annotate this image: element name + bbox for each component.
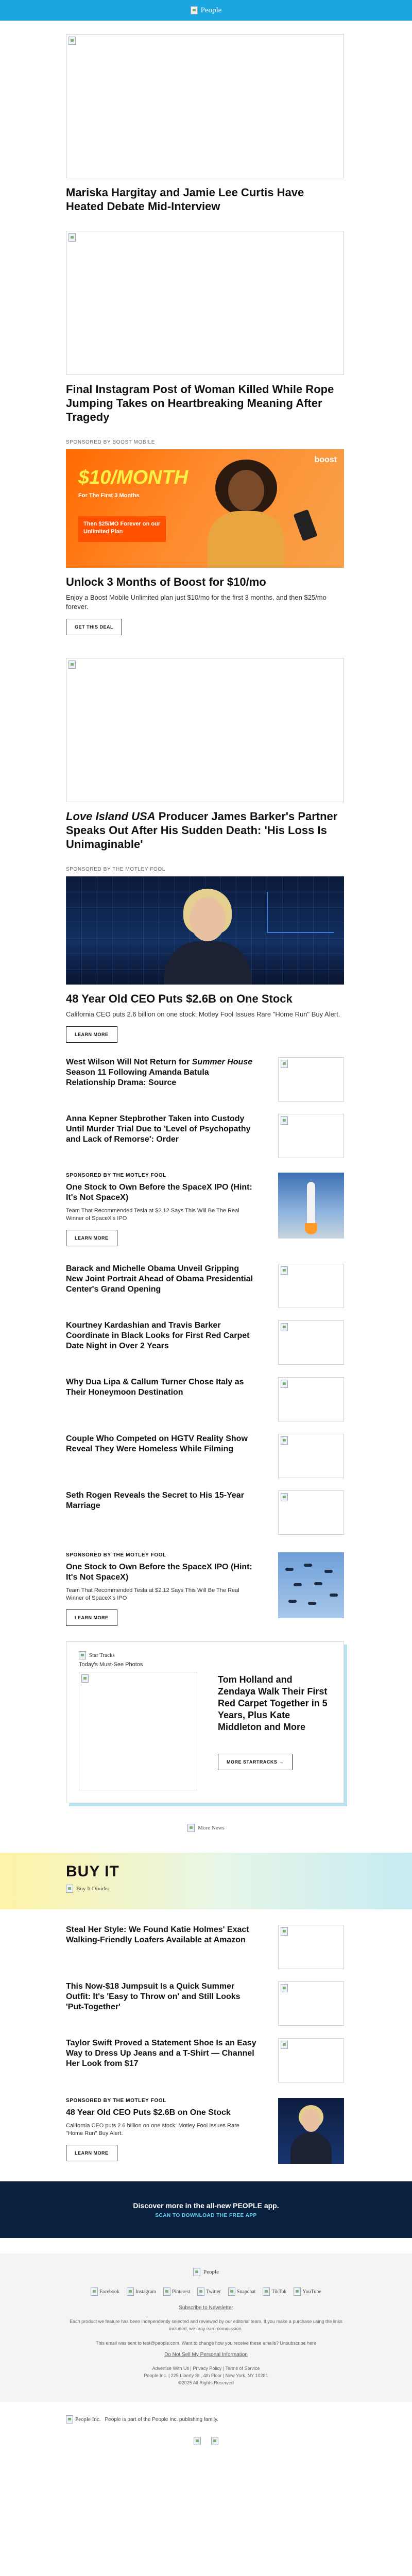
broken-image-icon [281, 1266, 288, 1275]
list-thumbnail[interactable] [278, 1114, 344, 1158]
footer-disclaimer: Each product we feature has been independently selected and reviewed by our editorial team. If you make a purchase using the links included, we may earn commission. [70, 2319, 342, 2331]
logo-alt-text: Star Tracks [89, 1652, 115, 1658]
promo-headline[interactable]: One Stock to Own Before the SpaceX IPO (Hint: It's Not SpaceX) [66, 1563, 252, 1582]
headline-italic: Love Island USA [66, 810, 156, 823]
promo-headline[interactable]: One Stock to Own Before the SpaceX IPO (Hint: It's Not SpaceX) [66, 1183, 252, 1202]
ad-banner-subtitle: For The First 3 Months [78, 493, 140, 499]
list-thumbnail[interactable] [278, 1925, 344, 1969]
broken-image-icon [281, 1436, 288, 1445]
startracks-headline[interactable]: Tom Holland and Zendaya Walk Their First Red Carpet Together in 5 Years, Plus Kate Middleton and More [218, 1674, 328, 1732]
logo-alt-text: People [200, 6, 222, 14]
drone-swarm-image[interactable] [278, 1552, 344, 1618]
people-inc-logo[interactable] [66, 2415, 100, 2424]
sponsored-label: SPONSORED BY THE MOTLEY FOOL [66, 2098, 166, 2104]
list-headline[interactable]: Seth Rogen Reveals the Secret to His 15-Year Marriage [66, 1491, 244, 1510]
logo-alt-text: People [203, 2269, 219, 2275]
headline-rest: Producer James Barker's Partner Speaks Out After His Sudden Death: 'His Loss Is Unimaginable' [66, 810, 338, 851]
story-card[interactable] [66, 34, 344, 213]
list-headline[interactable]: Steal Her Style: We Found Katie Holmes' Exact Walking-Friendly Loafers Available at Amazon [66, 1925, 249, 1944]
list-thumbnail[interactable] [278, 1434, 344, 1478]
list-headline[interactable]: Anna Kepner Stepbrother Taken into Custody Until Murder Trial Due to 'Level of Psychopathy and Lack of Remorse': Order [66, 1114, 251, 1144]
twitter-icon[interactable]: Twitter [197, 2287, 221, 2296]
broken-image-icon [281, 1116, 288, 1125]
broken-image-icon [281, 1927, 288, 1936]
publisher-tagline: People is part of the People Inc. publishing family. [105, 2416, 218, 2422]
broken-image-icon [68, 660, 76, 669]
broken-image-icon [194, 2437, 201, 2445]
get-deal-button[interactable]: GET THIS DEAL [66, 619, 122, 635]
news-anchor-image[interactable] [278, 2098, 344, 2164]
spacex-promo[interactable] [66, 1552, 344, 1626]
promo-description: Team That Recommended Tesla at $2.12 Says This Will Be The Real Winner of SpaceX's IPO [66, 1208, 239, 1222]
broken-image-icon [281, 1984, 288, 1992]
boost-ad [66, 439, 344, 635]
list-thumbnail[interactable] [278, 1057, 344, 1101]
rocket-launch-image[interactable] [278, 1173, 344, 1239]
shopping-list [66, 1925, 344, 2082]
ceo-promo[interactable] [66, 2098, 344, 2164]
subscribe-link[interactable]: Subscribe to Newsletter [179, 2305, 233, 2311]
footer-copyright: ©2025 All Rights Reserved [178, 2380, 234, 2385]
list-headline[interactable] [66, 1057, 256, 1088]
list-item[interactable] [66, 1434, 344, 1478]
broken-image-icon [79, 1651, 86, 1659]
broken-image-icon [281, 2041, 288, 2049]
startracks-image[interactable] [79, 1672, 197, 1790]
list-thumbnail[interactable] [278, 1320, 344, 1365]
list-item[interactable] [66, 1114, 344, 1158]
story-list [66, 1057, 344, 1158]
list-headline[interactable]: Taylor Swift Proved a Statement Shoe Is an Easy Way to Dress Up Jeans and a T-Shirt — Channel Her Look from $17 [66, 2039, 256, 2068]
broken-image-icon [281, 1323, 288, 1331]
buy-it-divider-image [66, 1885, 346, 1893]
broken-image-icon [66, 2415, 73, 2424]
list-thumbnail[interactable] [278, 1264, 344, 1308]
story-list [66, 1264, 344, 1535]
boost-ad-image[interactable] [66, 449, 344, 568]
logo-alt-text: People Inc. [75, 2416, 101, 2422]
headline-italic: Summer House [192, 1058, 253, 1066]
broken-image-icon [193, 2268, 200, 2276]
footer-logo[interactable] [66, 2268, 346, 2276]
divider-alt-text: More News [198, 1825, 225, 1831]
buy-it-banner [0, 1853, 412, 1909]
broken-image-icon [68, 37, 76, 45]
ad-banner-title: $10/MONTH [78, 467, 188, 488]
spacex-promo[interactable] [66, 1173, 344, 1246]
startracks-subtitle: Today's Must-See Photos [79, 1662, 143, 1668]
instagram-icon[interactable]: Instagram [127, 2287, 156, 2296]
more-news-divider [0, 1824, 412, 1832]
story-headline[interactable] [66, 809, 344, 851]
app-banner-title: Discover more in the all-new PEOPLE app. [133, 2201, 279, 2210]
publisher-brand [66, 2415, 412, 2424]
list-item[interactable] [66, 1490, 344, 1535]
divider-alt-text: Buy It Divider [76, 1886, 110, 1892]
promo-headline[interactable]: 48 Year Old CEO Puts $2.6B on One Stock [66, 2108, 231, 2117]
app-banner-cta[interactable]: SCAN TO DOWNLOAD THE FREE APP [155, 2212, 257, 2218]
broken-image-icon [281, 1060, 288, 1068]
story-headline[interactable]: Mariska Hargitay and Jamie Lee Curtis Have Heated Debate Mid-Interview [66, 186, 304, 213]
woman-photo [205, 460, 287, 568]
story-image[interactable] [66, 658, 344, 802]
list-headline[interactable]: This Now-$18 Jumpsuit Is a Quick Summer Outfit: It's 'Easy to Throw on' and Still Looks 'Put-Together' [66, 1982, 241, 2011]
youtube-icon[interactable]: YouTube [294, 2287, 321, 2296]
list-thumbnail[interactable] [278, 1981, 344, 2026]
ad-headline[interactable]: 48 Year Old CEO Puts $2.6B on One Stock [66, 992, 293, 1005]
headline-part: West Wilson Will Not Return for [66, 1058, 192, 1066]
ad-offer-box: Then $25/MO Forever on our Unlimited Plan [78, 516, 166, 542]
story-image[interactable] [66, 34, 344, 178]
list-item[interactable] [66, 1264, 344, 1308]
snapchat-icon[interactable]: Snapchat [228, 2287, 256, 2296]
stock-chart-graphic [267, 892, 334, 933]
footer-links-line[interactable]: Advertise With Us | Privacy Policy | Terms of Service [152, 2366, 260, 2371]
header-bar [0, 0, 412, 21]
list-headline[interactable]: Kourtney Kardashian and Travis Barker Coordinate in Black Looks for First Red Carpet Date Night in Over 2 Years [66, 1321, 250, 1350]
list-headline[interactable]: Why Dua Lipa & Callum Turner Chose Italy as Their Honeymoon Destination [66, 1378, 244, 1397]
list-thumbnail[interactable] [278, 1377, 344, 1421]
footer-address-line: People Inc. | 225 Liberty St., 4th Floor | New York, NY 10281 [144, 2373, 268, 2378]
ad-description: California CEO puts 2.6 billion on one stock: Motley Fool Issues Rare "Home Run" Buy Alert. [66, 1010, 340, 1018]
facebook-icon[interactable]: Facebook [91, 2287, 119, 2296]
social-links [66, 2287, 346, 2296]
phone-graphic [293, 510, 317, 541]
learn-more-button[interactable]: LEARN MORE [66, 1026, 117, 1043]
list-thumbnail[interactable] [278, 1490, 344, 1535]
headline-part: Season 11 Following Amanda Batula Relationship Drama: Source [66, 1068, 209, 1087]
broken-image-icon [66, 1885, 73, 1893]
story-headline[interactable]: Final Instagram Post of Woman Killed While Rope Jumping Takes on Heartbreaking Meaning After Tragedy [66, 383, 334, 423]
list-item[interactable] [66, 1377, 344, 1421]
list-headline[interactable]: Barack and Michelle Obama Unveil Gripping New Joint Portrait Ahead of Obama Presidential Center's Grand Opening [66, 1264, 253, 1294]
learn-more-button[interactable]: LEARN MORE [66, 1230, 117, 1246]
footer [0, 2253, 412, 2402]
list-item[interactable] [66, 2038, 344, 2082]
broken-image-icon [81, 1674, 89, 1683]
tracking-pixels [0, 2437, 412, 2445]
footer-address [66, 2365, 346, 2386]
startracks-logo[interactable] [79, 1651, 331, 1659]
people-logo[interactable] [191, 6, 222, 15]
list-item[interactable] [66, 1320, 344, 1365]
learn-more-button[interactable]: LEARN MORE [66, 2145, 117, 2161]
startracks-module [66, 1641, 344, 1803]
broken-image-icon [191, 6, 198, 14]
broken-image-icon [281, 1380, 288, 1388]
broken-image-icon [68, 233, 76, 242]
story-card[interactable] [66, 658, 344, 851]
footer-sent-to[interactable]: This email was sent to test@people.com. Want to change how you receive these emails? Unsubscribe here [95, 2341, 316, 2346]
do-not-sell-link[interactable]: Do Not Sell My Personal Information [164, 2352, 248, 2358]
list-headline[interactable]: Couple Who Competed on HGTV Reality Show Reveal They Were Homeless While Filming [66, 1434, 248, 1453]
ad-headline[interactable]: Unlock 3 Months of Boost for $10/mo [66, 575, 266, 588]
sponsored-label: SPONSORED BY THE MOTLEY FOOL [66, 1552, 166, 1558]
broken-image-icon [211, 2437, 218, 2445]
learn-more-button[interactable]: LEARN MORE [66, 1609, 117, 1626]
promo-description: Team That Recommended Tesla at $2.12 Says This Will Be The Real Winner of SpaceX's IPO [66, 1587, 239, 1601]
app-download-banner[interactable] [0, 2181, 412, 2238]
broken-image-icon [187, 1824, 195, 1832]
sponsored-label: SPONSORED BY BOOST MOBILE [66, 439, 156, 445]
story-image[interactable] [66, 231, 344, 375]
list-thumbnail[interactable] [278, 2038, 344, 2082]
list-item[interactable] [66, 1925, 344, 1969]
list-item[interactable] [66, 1981, 344, 2026]
sponsored-label: SPONSORED BY THE MOTLEY FOOL [66, 1173, 166, 1178]
ad-description: Enjoy a Boost Mobile Unlimited plan just $10/mo for the first 3 months, and then $25/mo forever. [66, 594, 327, 611]
story-card[interactable] [66, 231, 344, 424]
motley-fool-ad-image[interactable] [66, 876, 344, 985]
list-item[interactable] [66, 1057, 344, 1101]
sponsored-label: SPONSORED BY THE MOTLEY FOOL [66, 867, 165, 872]
tiktok-icon[interactable]: TikTok [263, 2287, 286, 2296]
motley-fool-ad [66, 867, 344, 1043]
boost-logo: boost [314, 455, 337, 464]
more-startracks-button[interactable]: MORE STARTRACKS → [218, 1754, 293, 1770]
broken-image-icon [281, 1493, 288, 1501]
pinterest-icon[interactable]: Pinterest [163, 2287, 190, 2296]
promo-description: California CEO puts 2.6 billion on one stock: Motley Fool Issues Rare "Home Run" Buy Alert. [66, 2123, 239, 2137]
buy-it-title: BUY IT [66, 1863, 119, 1880]
